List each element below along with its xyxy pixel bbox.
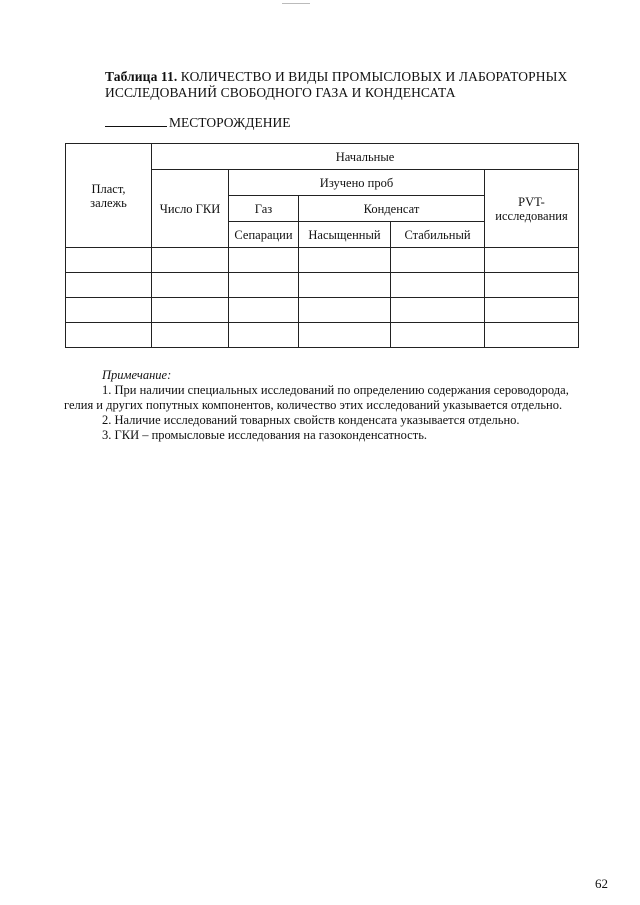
caption-line-1: КОЛИЧЕСТВО И ВИДЫ ПРОМЫСЛОВЫХ И ЛАБОРАТОРНЫХ bbox=[177, 69, 568, 84]
deposit-label: МЕСТОРОЖДЕНИЕ bbox=[169, 115, 291, 130]
note-1-line-1: 1. При наличии специальных исследований по определению содержания сероводорода, bbox=[102, 383, 569, 397]
header-gas: Газ bbox=[229, 196, 299, 222]
deposit-field bbox=[105, 115, 290, 131]
table-cell bbox=[391, 323, 485, 348]
table-cell bbox=[299, 323, 391, 348]
table-row bbox=[66, 273, 579, 298]
table-cell bbox=[299, 273, 391, 298]
table-cell bbox=[152, 323, 229, 348]
note-3: 3. ГКИ – промысловые исследования на газоконденсатность. bbox=[102, 428, 428, 442]
table-cell bbox=[485, 273, 579, 298]
table-row bbox=[66, 323, 579, 348]
notes-section bbox=[64, 368, 592, 443]
table-cell bbox=[485, 248, 579, 273]
notes-heading: Примечание: bbox=[102, 368, 172, 382]
table-cell bbox=[66, 298, 152, 323]
table-cell bbox=[485, 323, 579, 348]
table-cell bbox=[391, 298, 485, 323]
caption-line-2: ИССЛЕДОВАНИЙ СВОБОДНОГО ГАЗА И КОНДЕНСАТА bbox=[105, 85, 456, 100]
table-row bbox=[66, 248, 579, 273]
table-cell bbox=[229, 298, 299, 323]
note-2: 2. Наличие исследований товарных свойств конденсата указывается отдельно. bbox=[102, 413, 520, 427]
table-cell bbox=[152, 298, 229, 323]
table-cell bbox=[152, 273, 229, 298]
table-cell bbox=[299, 248, 391, 273]
deposit-blank-line bbox=[105, 115, 167, 127]
table-cell bbox=[66, 248, 152, 273]
table-caption bbox=[105, 69, 575, 101]
header-separation: Сепарации bbox=[229, 222, 299, 248]
page-number: 62 bbox=[595, 876, 608, 891]
header-samples: Изучено проб bbox=[229, 170, 485, 196]
table-cell bbox=[152, 248, 229, 273]
table-cell bbox=[229, 273, 299, 298]
header-saturated: Насыщенный bbox=[299, 222, 391, 248]
table-cell bbox=[391, 273, 485, 298]
table-cell bbox=[66, 323, 152, 348]
header-pvt: PVT- исследования bbox=[485, 170, 579, 248]
header-plast: Пласт, залежь bbox=[66, 144, 152, 248]
scan-artifact bbox=[282, 0, 310, 4]
caption-prefix: Таблица 11. bbox=[105, 69, 178, 84]
note-1-line-2: гелия и других попутных компонентов, количество этих исследований указывается отдельно. bbox=[64, 398, 563, 412]
table-cell bbox=[391, 248, 485, 273]
table-cell bbox=[485, 298, 579, 323]
table-cell bbox=[66, 273, 152, 298]
studies-table bbox=[65, 143, 579, 348]
header-gki: Число ГКИ bbox=[152, 170, 229, 248]
header-initial: Начальные bbox=[152, 144, 579, 170]
table-cell bbox=[229, 248, 299, 273]
table-row bbox=[66, 298, 579, 323]
header-stable: Стабильный bbox=[391, 222, 485, 248]
table-cell bbox=[299, 298, 391, 323]
header-condensate: Конденсат bbox=[299, 196, 485, 222]
table-cell bbox=[229, 323, 299, 348]
